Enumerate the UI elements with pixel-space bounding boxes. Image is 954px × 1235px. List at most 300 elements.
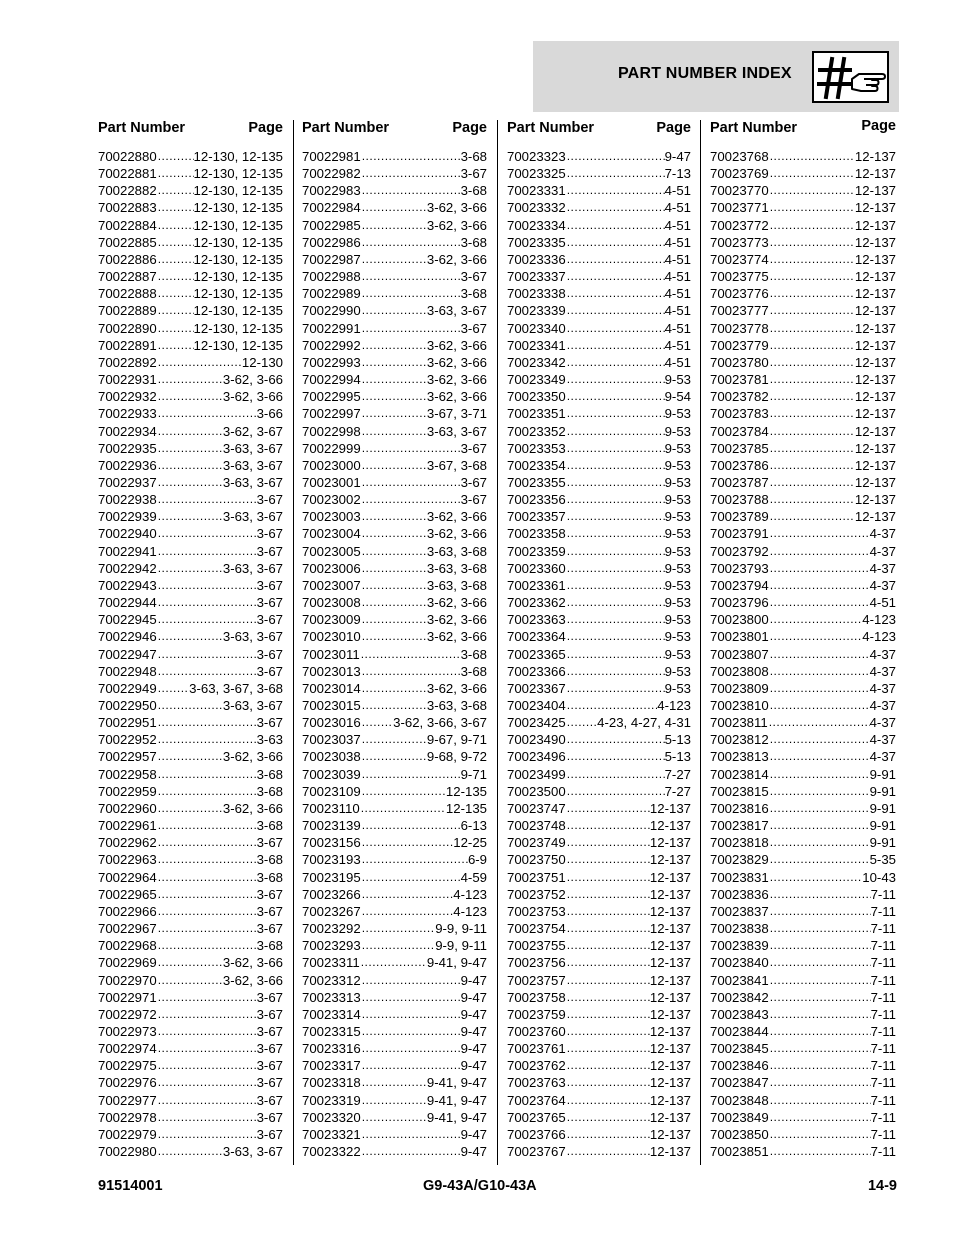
dot-leader [157, 714, 257, 731]
dot-leader [769, 474, 855, 491]
dot-leader [566, 199, 665, 216]
part-number: 70022976 [98, 1075, 157, 1091]
part-number: 70022978 [98, 1109, 157, 1125]
dot-leader [361, 285, 461, 302]
dot-leader [157, 337, 194, 354]
page-reference: 4-51 [664, 234, 691, 250]
dot-leader [566, 337, 665, 354]
part-number: 70023496 [507, 749, 566, 765]
page-reference: 4-37 [869, 732, 896, 748]
index-entry [710, 680, 896, 697]
dot-leader [566, 525, 665, 542]
part-number: 70023360 [507, 560, 566, 576]
index-entry [98, 628, 283, 645]
page-reference: 3-62, 3-66 [426, 337, 487, 353]
index-entry [98, 920, 283, 937]
page-reference: 12-137 [649, 1023, 691, 1039]
dot-leader [566, 405, 665, 422]
index-entry [98, 182, 283, 199]
dot-leader [361, 886, 454, 903]
page-reference: 12-137 [649, 1075, 691, 1091]
index-entry [710, 1006, 896, 1023]
dot-leader [361, 989, 461, 1006]
part-number: 70023009 [302, 612, 361, 628]
page-reference: 12-137 [649, 1144, 691, 1160]
part-number: 70022979 [98, 1126, 157, 1142]
part-number: 70023816 [710, 800, 769, 816]
dot-leader [157, 834, 257, 851]
page-reference: 3-67 [256, 715, 283, 731]
page-reference: 12-137 [854, 474, 896, 490]
page-reference: 3-67 [256, 1041, 283, 1057]
part-number: 70022934 [98, 423, 157, 439]
page-reference: 12-135 [445, 783, 487, 799]
page-reference: 3-63, 3-67 [222, 457, 283, 473]
dot-leader [157, 320, 194, 337]
dot-leader [769, 234, 855, 251]
page-reference: 3-62, 3-66 [426, 372, 487, 388]
index-entry [507, 1109, 691, 1126]
page-reference: 7-11 [870, 1058, 896, 1074]
page-reference: 3-63, 3-67 [426, 303, 487, 319]
dot-leader [566, 748, 665, 765]
index-entry [302, 577, 487, 594]
index-entry [710, 748, 896, 765]
page-reference: 12-137 [649, 938, 691, 954]
dot-leader [566, 594, 665, 611]
part-number: 70023757 [507, 972, 566, 988]
dot-leader [360, 646, 461, 663]
dot-leader [361, 165, 461, 182]
page-reference: 3-62, 3-66 [426, 680, 487, 696]
page-reference: 4-37 [869, 526, 896, 542]
part-number: 70023814 [710, 766, 769, 782]
dot-leader [157, 440, 223, 457]
page-reference: 7-11 [870, 1006, 896, 1022]
part-number: 70023000 [302, 457, 361, 473]
dot-leader [566, 234, 665, 251]
index-entry [710, 302, 896, 319]
page-reference: 12-130, 12-135 [193, 183, 283, 199]
part-number: 70022957 [98, 749, 157, 765]
dot-leader [361, 474, 461, 491]
page-reference: 4-37 [869, 560, 896, 576]
index-entry [98, 731, 283, 748]
dot-leader [566, 217, 665, 234]
index-entry [98, 886, 283, 903]
dot-leader [769, 748, 870, 765]
part-number: 70023811 [710, 715, 768, 731]
index-column-2 [302, 118, 487, 1160]
dot-leader [566, 182, 665, 199]
part-number: 70023349 [507, 372, 566, 388]
part-number: 70023779 [710, 337, 769, 353]
part-number: 70022958 [98, 766, 157, 782]
page-reference: 7-13 [664, 166, 691, 182]
page-reference: 4-37 [869, 646, 896, 662]
index-entry [98, 869, 283, 886]
index-entry [98, 1126, 283, 1143]
dot-leader [566, 869, 650, 886]
index-entry [302, 320, 487, 337]
index-entry [507, 1143, 691, 1160]
part-number: 70022960 [98, 800, 157, 816]
page-reference: 3-67 [256, 595, 283, 611]
index-entry [710, 628, 896, 645]
part-number: 70022962 [98, 835, 157, 851]
index-entry [507, 766, 691, 783]
dot-leader [566, 611, 665, 628]
page-reference: 3-68 [460, 286, 487, 302]
part-number: 70023787 [710, 474, 769, 490]
page-reference: 3-62, 3-66 [222, 749, 283, 765]
part-number: 70023314 [302, 1006, 361, 1022]
part-number: 70023038 [302, 749, 361, 765]
page-reference: 3-62, 3-66 [426, 595, 487, 611]
dot-leader [157, 697, 223, 714]
part-number: 70023763 [507, 1075, 566, 1091]
dot-leader [157, 251, 194, 268]
part-number: 70023366 [507, 663, 566, 679]
page-reference: 12-137 [854, 149, 896, 164]
page-reference: 3-63, 3-68 [426, 577, 487, 593]
index-entry [507, 423, 691, 440]
dot-leader [769, 1126, 871, 1143]
index-entry [302, 491, 487, 508]
dot-leader [566, 371, 665, 388]
part-number: 70023315 [302, 1023, 361, 1039]
index-entry [710, 1143, 896, 1160]
part-number: 70023815 [710, 783, 769, 799]
part-number: 70023016 [302, 715, 361, 731]
index-entry [507, 972, 691, 989]
part-number: 70022941 [98, 543, 157, 559]
index-entry [98, 697, 283, 714]
dot-leader [566, 731, 665, 748]
index-entry [302, 869, 487, 886]
part-number: 70023312 [302, 972, 361, 988]
dot-leader [769, 199, 855, 216]
dot-leader [361, 199, 427, 216]
index-entry [710, 937, 896, 954]
dot-leader [157, 766, 257, 783]
page-reference: 12-137 [649, 921, 691, 937]
dot-leader [157, 1006, 257, 1023]
dot-leader [157, 1074, 257, 1091]
dot-leader [566, 577, 665, 594]
index-entry [302, 1023, 487, 1040]
index-entry [302, 268, 487, 285]
index-entry [98, 1092, 283, 1109]
part-number: 70023750 [507, 852, 566, 868]
page-reference: 4-37 [869, 749, 896, 765]
page-reference: 3-67, 3-71 [426, 406, 487, 422]
part-number: 70023781 [710, 372, 769, 388]
page-reference: 9-53 [664, 560, 691, 576]
page-reference: 3-68 [256, 938, 283, 954]
part-number: 70023756 [507, 955, 566, 971]
column-header [302, 118, 487, 148]
dot-leader [157, 1109, 257, 1126]
index-entry [302, 663, 487, 680]
part-number: 70023762 [507, 1058, 566, 1074]
page-reference: 12-137 [649, 989, 691, 1005]
index-entry [710, 354, 896, 371]
part-number: 70022882 [98, 183, 157, 199]
index-entry [98, 714, 283, 731]
page-reference: 3-62, 3-66 [426, 200, 487, 216]
part-number: 70023404 [507, 698, 566, 713]
part-number: 70023267 [302, 903, 361, 919]
dot-leader [566, 714, 597, 731]
index-entry [302, 285, 487, 302]
part-number: 70023759 [507, 1006, 566, 1022]
index-entry [98, 234, 283, 251]
page-reference: 7-11 [870, 1092, 896, 1108]
page-reference: 3-62, 3-66 [426, 354, 487, 370]
page-reference: 12-130, 12-135 [193, 286, 283, 302]
dot-leader [769, 903, 871, 920]
dot-leader [566, 285, 665, 302]
part-number: 70023768 [710, 149, 769, 164]
index-entry [98, 165, 283, 182]
dot-leader [361, 577, 427, 594]
page-reference: 12-137 [854, 509, 896, 525]
dot-leader [566, 783, 665, 800]
page-reference: 12-137 [649, 818, 691, 834]
dot-leader [769, 217, 855, 234]
part-number: 70022995 [302, 389, 361, 405]
page-reference: 3-62, 3-66 [426, 612, 487, 628]
dot-leader [361, 251, 427, 268]
part-number: 70023813 [710, 749, 769, 765]
index-entry [507, 1023, 691, 1040]
dot-leader [361, 217, 427, 234]
index-entry [507, 817, 691, 834]
part-number: 70023358 [507, 526, 566, 542]
page-reference: 12-137 [649, 1109, 691, 1125]
page-reference: 5-35 [869, 852, 896, 868]
page-reference: 3-63, 3-67 [222, 629, 283, 645]
index-entry [710, 1023, 896, 1040]
page-reference: 4-51 [664, 183, 691, 199]
dot-leader [361, 714, 393, 731]
index-entry [507, 508, 691, 525]
page-reference: 3-63, 3-67 [222, 474, 283, 490]
page-reference: 3-62, 3-66, 3-67 [393, 715, 487, 731]
page-reference: 4-23, 4-27, 4-31 [597, 715, 691, 731]
dot-leader [157, 817, 257, 834]
page-reference: 7-11 [870, 1109, 896, 1125]
part-number: 70022970 [98, 972, 157, 988]
dot-leader [769, 491, 855, 508]
part-number: 70022987 [302, 251, 361, 267]
dot-leader [769, 457, 855, 474]
page-reference: 3-67 [256, 1006, 283, 1022]
index-entry [302, 1092, 487, 1109]
dot-leader [769, 148, 855, 165]
page-reference: 7-11 [870, 1075, 896, 1091]
part-number: 70023156 [302, 835, 361, 851]
dot-leader [361, 388, 427, 405]
dot-leader [361, 920, 436, 937]
dot-leader [566, 903, 650, 920]
index-entry [98, 646, 283, 663]
part-number: 70023362 [507, 595, 566, 611]
dot-leader [361, 834, 454, 851]
index-entry [710, 148, 896, 165]
part-number: 70023331 [507, 183, 566, 199]
page-reference: 3-67 [256, 1075, 283, 1091]
part-number: 70023002 [302, 492, 361, 508]
page-reference: 12-137 [854, 234, 896, 250]
dot-leader [566, 354, 665, 371]
page-reference: 12-130, 12-135 [193, 149, 283, 164]
part-number: 70022891 [98, 337, 157, 353]
page-reference: 3-62, 3-66 [426, 629, 487, 645]
index-entry [507, 217, 691, 234]
dot-leader [157, 731, 257, 748]
dot-leader [769, 543, 870, 560]
page-reference: 7-11 [870, 1126, 896, 1142]
part-number: 70022931 [98, 372, 157, 388]
part-number: 70023321 [302, 1126, 361, 1142]
part-number: 70022990 [302, 303, 361, 319]
index-entry [302, 937, 487, 954]
dot-leader [157, 972, 223, 989]
index-entry [302, 560, 487, 577]
part-number: 70023316 [302, 1041, 361, 1057]
index-entry [98, 320, 283, 337]
part-number: 70023847 [710, 1075, 769, 1091]
part-number: 70023354 [507, 457, 566, 473]
dot-leader [769, 371, 855, 388]
index-entry [507, 1074, 691, 1091]
dot-leader [157, 937, 257, 954]
page-reference: 7-11 [870, 989, 896, 1005]
part-number: 70022952 [98, 732, 157, 748]
part-number: 70023011 [302, 646, 360, 662]
index-rows [710, 148, 896, 1160]
page-reference: 3-68 [256, 766, 283, 782]
dot-leader [361, 1109, 427, 1126]
page-reference: 9-47 [460, 1041, 487, 1057]
page-reference: 3-67 [256, 835, 283, 851]
index-entry [507, 954, 691, 971]
page-reference: 12-137 [854, 389, 896, 405]
page-reference: 9-68, 9-72 [426, 749, 487, 765]
index-entry [710, 1057, 896, 1074]
index-entry [710, 199, 896, 216]
index-entry [507, 920, 691, 937]
page-reference: 3-62, 3-66 [222, 800, 283, 816]
dot-leader [769, 628, 863, 645]
dot-leader [361, 320, 461, 337]
dot-leader [157, 1092, 257, 1109]
index-entry [710, 508, 896, 525]
page-reference: 3-67 [256, 1023, 283, 1039]
page-reference: 12-137 [854, 303, 896, 319]
page-reference: 12-137 [854, 166, 896, 182]
page-reference: 3-68 [256, 852, 283, 868]
part-number: 70022989 [302, 286, 361, 302]
page-reference: 3-62, 3-66 [222, 389, 283, 405]
page-reference: 3-67 [256, 989, 283, 1005]
dot-leader [566, 1023, 650, 1040]
index-entry [302, 594, 487, 611]
dot-leader [769, 611, 863, 628]
page-reference: 4-51 [664, 251, 691, 267]
column-header [507, 118, 691, 148]
index-entry [302, 697, 487, 714]
part-number: 70022984 [302, 200, 361, 216]
page-reference: 4-51 [664, 303, 691, 319]
index-column-4 [710, 118, 896, 1160]
dot-leader [157, 388, 223, 405]
footer-doc-number: 91514001 [98, 1178, 163, 1194]
section-header [533, 41, 899, 112]
index-entry [302, 646, 487, 663]
part-number: 70023839 [710, 938, 769, 954]
dot-leader [769, 680, 870, 697]
index-entry [98, 817, 283, 834]
page-reference: 9-53 [664, 457, 691, 473]
part-number: 70023782 [710, 389, 769, 405]
index-entry [98, 594, 283, 611]
part-number: 70022888 [98, 286, 157, 302]
part-number: 70022880 [98, 149, 157, 164]
part-number: 70022965 [98, 886, 157, 902]
dot-leader [769, 354, 855, 371]
page-reference: 7-11 [870, 1144, 896, 1160]
index-entry [302, 834, 487, 851]
part-number: 70022968 [98, 938, 157, 954]
part-number: 70022999 [302, 440, 361, 456]
page-reference: 9-47 [460, 972, 487, 988]
page-reference: 9-54 [664, 389, 691, 405]
dot-leader [157, 1023, 257, 1040]
index-entry [302, 371, 487, 388]
dot-leader [769, 285, 855, 302]
dot-leader [157, 234, 194, 251]
index-entry [302, 748, 487, 765]
index-entry [98, 354, 283, 371]
index-entry [302, 440, 487, 457]
dot-leader [566, 628, 665, 645]
part-number: 70023764 [507, 1092, 566, 1108]
index-entry [302, 302, 487, 319]
part-number: 70022881 [98, 166, 157, 182]
index-entry [302, 714, 487, 731]
dot-leader [361, 1143, 461, 1160]
part-number: 70022971 [98, 989, 157, 1005]
part-number-header: Part Number [98, 120, 186, 136]
part-number: 70023786 [710, 457, 769, 473]
part-number-header: Part Number [710, 120, 798, 136]
index-entry [507, 800, 691, 817]
dot-leader [361, 302, 427, 319]
dot-leader [769, 766, 870, 783]
index-entry [302, 543, 487, 560]
page-reference: 9-53 [664, 440, 691, 456]
dot-leader [157, 628, 223, 645]
dot-leader [566, 1074, 650, 1091]
index-entry [507, 748, 691, 765]
part-number: 70023340 [507, 320, 566, 336]
page-reference: 9-71 [460, 766, 487, 782]
page-reference: 9-53 [664, 406, 691, 422]
dot-leader [157, 148, 194, 165]
